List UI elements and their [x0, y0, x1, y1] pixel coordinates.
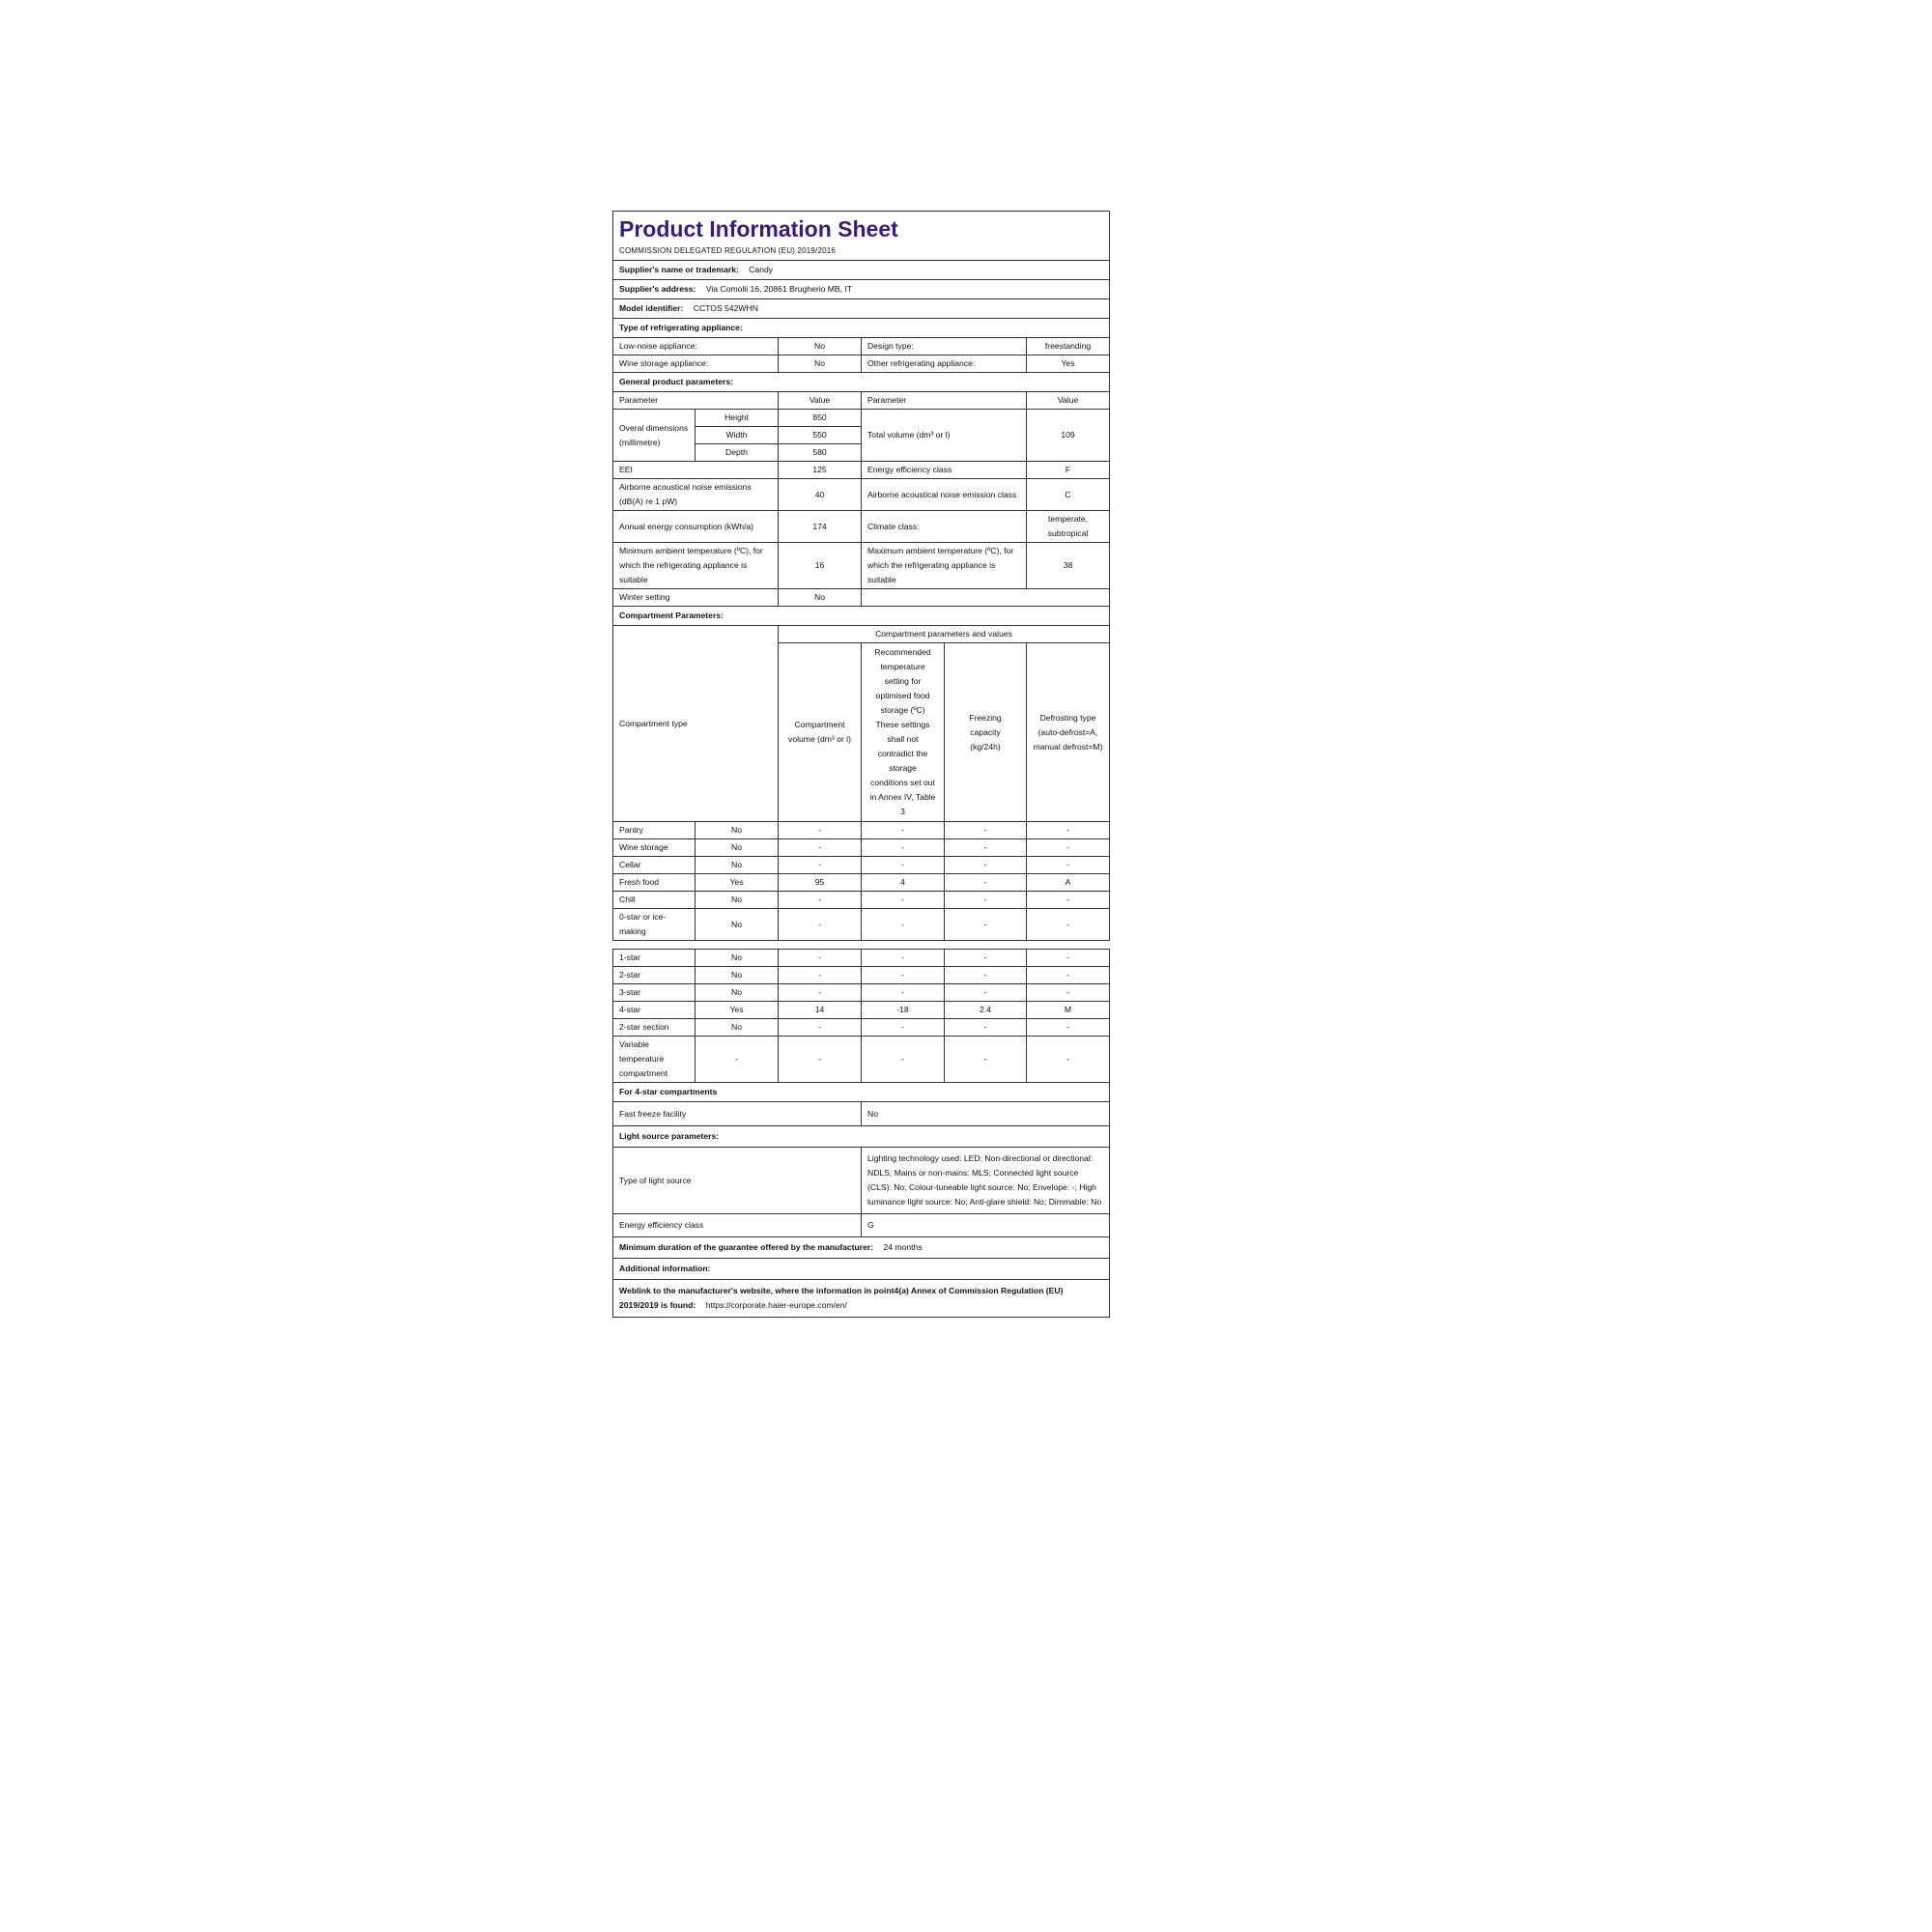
compartment-freezing-capacity: - [945, 1019, 1027, 1037]
guarantee-label: Minimum duration of the guarantee offered by the manufacturer: [619, 1242, 874, 1252]
fast-freeze-value: No [862, 1102, 1110, 1126]
compartment-defrost-type: - [1027, 1019, 1110, 1037]
height-label: Height [696, 410, 779, 427]
light-energy-class-value: G [862, 1214, 1110, 1237]
appliance-type-heading: Type of refrigerating appliance: [613, 319, 1110, 338]
design-type-value: freestanding [1027, 338, 1110, 355]
other-appliance-label: Other refrigerating appliance: [862, 355, 1027, 373]
compartment-volume: - [779, 857, 862, 874]
light-source-heading: Light source parameters: [613, 1126, 1110, 1148]
compartment-freezing-capacity: - [945, 984, 1027, 1002]
page-title: Product Information Sheet [619, 216, 898, 242]
compartment-row [613, 874, 1110, 892]
compartment-freezing-capacity: - [945, 1037, 1027, 1083]
compartment-defrost-type: A [1027, 874, 1110, 892]
compartment-row [613, 984, 1110, 1002]
compartment-temperature: - [862, 822, 945, 839]
min-temperature-value: 16 [779, 543, 862, 589]
wine-storage-label: Wine storage appliance: [613, 355, 779, 373]
defrosting-type-header: Defrosting type (auto-defrost=A, manual defrost=M) [1027, 643, 1110, 822]
supplier-address-label: Supplier's address: [619, 284, 696, 294]
depth-value: 580 [779, 444, 862, 462]
compartment-name: 0-star or ice-making [613, 909, 696, 941]
compartment-freezing-capacity: - [945, 909, 1027, 941]
compartment-volume: - [779, 967, 862, 984]
energy-class-label: Energy efficiency class [862, 462, 1027, 479]
compartment-row [613, 857, 1110, 874]
height-value: 850 [779, 410, 862, 427]
compartment-freezing-capacity: - [945, 822, 1027, 839]
compartment-present: No [696, 857, 779, 874]
width-label: Width [696, 427, 779, 444]
compartment-defrost-type: - [1027, 1037, 1110, 1083]
depth-label: Depth [696, 444, 779, 462]
compartment-name: 4-star [613, 1002, 696, 1019]
model-identifier-label: Model identifier: [619, 303, 684, 313]
total-volume-label: Total volume (dm³ or l) [862, 410, 1027, 462]
compartment-name: Wine storage [613, 839, 696, 857]
compartment-freezing-capacity: - [945, 839, 1027, 857]
low-noise-value: No [779, 338, 862, 355]
compartment-present: No [696, 967, 779, 984]
compartment-freezing-capacity: - [945, 967, 1027, 984]
winter-setting-label: Winter setting [613, 589, 779, 607]
weblink-label: Weblink to the manufacturer's website, where the information in point4(a) Annex of Commission Regulation (EU) 2019/2019 is found: [619, 1286, 1064, 1310]
compartment-name: 3-star [613, 984, 696, 1002]
compartment-defrost-type: M [1027, 1002, 1110, 1019]
additional-information-label: Additional information: [613, 1259, 1110, 1280]
noise-emissions-label: Airborne acoustical noise emissions (dB(A) re 1 pW) [613, 479, 779, 511]
compartment-row [613, 1037, 1110, 1083]
compartment-row [613, 1019, 1110, 1037]
light-source-type-label: Type of light source [613, 1148, 862, 1214]
compartment-row [613, 1002, 1110, 1019]
compartment-name: Cellar [613, 857, 696, 874]
annual-energy-value: 174 [779, 511, 862, 543]
compartment-name: 2-star section [613, 1019, 696, 1037]
compartment-freezing-capacity: - [945, 857, 1027, 874]
compartment-name: Variable temperature compartment [613, 1037, 696, 1083]
compartment-defrost-type: - [1027, 822, 1110, 839]
compartment-row [613, 892, 1110, 909]
compartment-present: No [696, 984, 779, 1002]
supplier-name-row [613, 261, 1110, 280]
compartment-freezing-capacity: - [945, 950, 1027, 967]
compartment-temperature: - [862, 892, 945, 909]
compartment-rows-b [613, 950, 1110, 1083]
noise-class-label: Airborne acoustical noise emission class [862, 479, 1027, 511]
parameter-header-left: Parameter [613, 392, 779, 410]
compartment-name: 2-star [613, 967, 696, 984]
eei-value: 125 [779, 462, 862, 479]
compartment-temperature: 4 [862, 874, 945, 892]
compartment-present: No [696, 1019, 779, 1037]
compartment-defrost-type: - [1027, 839, 1110, 857]
compartment-temperature: -18 [862, 1002, 945, 1019]
model-identifier-value: CCTOS 542WHN [693, 303, 758, 313]
compartment-present: No [696, 822, 779, 839]
fast-freeze-label: Fast freeze facility [613, 1102, 862, 1126]
supplier-name-label: Supplier's name or trademark: [619, 265, 739, 274]
compartment-temperature: - [862, 1019, 945, 1037]
compartment-volume: - [779, 822, 862, 839]
compartment-name: Fresh food [613, 874, 696, 892]
compartment-volume: - [779, 892, 862, 909]
compartment-row [613, 822, 1110, 839]
noise-class-value: C [1027, 479, 1110, 511]
climate-class-label: Climate class: [862, 511, 1027, 543]
compartment-defrost-type: - [1027, 857, 1110, 874]
compartment-present: - [696, 1037, 779, 1083]
compartment-temperature: - [862, 857, 945, 874]
compartment-type-header: Compartment type [613, 626, 779, 822]
compartment-defrost-type: - [1027, 967, 1110, 984]
secondary-table [612, 949, 1110, 1318]
section-gap [612, 941, 1109, 949]
max-temperature-value: 38 [1027, 543, 1110, 589]
compartment-row [613, 909, 1110, 941]
compartment-temperature: - [862, 839, 945, 857]
dimensions-label: Overal dimensions (millimetre) [613, 410, 696, 462]
guarantee-value: 24 months [883, 1242, 923, 1252]
weblink-url[interactable]: https://corporate.haier-europe.com/en/ [705, 1300, 847, 1310]
compartment-name: Chill [613, 892, 696, 909]
regulation-reference: COMMISSION DELEGATED REGULATION (EU) 2019/2016 [619, 246, 837, 255]
empty-cell [862, 589, 1110, 607]
compartment-freezing-capacity: 2.4 [945, 1002, 1027, 1019]
compartment-temperature: - [862, 950, 945, 967]
winter-setting-value: No [779, 589, 862, 607]
model-identifier-row [613, 299, 1110, 319]
value-header-left: Value [779, 392, 862, 410]
compartment-volume: 14 [779, 1002, 862, 1019]
light-source-type-value: Lighting technology used: LED; Non-directional or directional: NDLS; Mains or non-mains: MLS; Connected light source (CLS): No; Colour-tuneable light source: No; Envelope: -; High luminance light source: No; Anti-glare shield: No; Dimmable: No [862, 1148, 1110, 1214]
general-parameters-heading: General product parameters: [613, 373, 1110, 392]
min-temperature-label: Minimum ambient temperature (ºC), for which the refrigerating appliance is suitable [613, 543, 779, 589]
compartment-temperature: - [862, 984, 945, 1002]
light-energy-class-label: Energy efficiency class [613, 1214, 862, 1237]
climate-class-value: temperate, subtropical [1027, 511, 1110, 543]
main-table [612, 211, 1110, 941]
compartment-volume: - [779, 909, 862, 941]
weblink-row [613, 1280, 1110, 1318]
compartment-present: Yes [696, 874, 779, 892]
compartment-parameters-heading: Compartment Parameters: [613, 607, 1110, 626]
compartment-freezing-capacity: - [945, 892, 1027, 909]
product-information-sheet [612, 211, 1109, 1318]
compartment-defrost-type: - [1027, 909, 1110, 941]
compartment-volume-header: Compartment volume (dm³ or l) [779, 643, 862, 822]
supplier-address-row [613, 280, 1110, 299]
compartment-present: Yes [696, 1002, 779, 1019]
design-type-label: Design type: [862, 338, 1027, 355]
compartment-defrost-type: - [1027, 892, 1110, 909]
width-value: 550 [779, 427, 862, 444]
guarantee-row [613, 1237, 1110, 1259]
low-noise-label: Low-noise appliance: [613, 338, 779, 355]
compartment-defrost-type: - [1027, 950, 1110, 967]
compartment-temperature: - [862, 909, 945, 941]
compartment-name: 1-star [613, 950, 696, 967]
eei-label: EEI [613, 462, 779, 479]
supplier-name-value: Candy [749, 265, 774, 274]
supplier-address-value: Via Comolli 16, 20861 Brugherio MB, IT [705, 284, 853, 294]
compartment-present: No [696, 892, 779, 909]
compartment-rows-a [613, 822, 1110, 941]
compartment-row [613, 967, 1110, 984]
compartment-volume: 95 [779, 874, 862, 892]
energy-class-value: F [1027, 462, 1110, 479]
value-header-right: Value [1027, 392, 1110, 410]
compartment-temperature: - [862, 967, 945, 984]
recommended-temperature-header: Recommended temperature setting for optimised food storage (ºC) These settings shall not contradict the storage conditions set out in Annex IV, Table 3 [862, 643, 945, 822]
compartment-row [613, 950, 1110, 967]
compartment-present: No [696, 909, 779, 941]
compartment-volume: - [779, 1037, 862, 1083]
compartment-defrost-type: - [1027, 984, 1110, 1002]
parameter-header-right: Parameter [862, 392, 1027, 410]
four-star-heading: For 4-star compartments [613, 1083, 1110, 1102]
compartment-temperature: - [862, 1037, 945, 1083]
compartment-present: No [696, 839, 779, 857]
compartment-volume: - [779, 950, 862, 967]
max-temperature-label: Maximum ambient temperature (ºC), for which the refrigerating appliance is suitable [862, 543, 1027, 589]
compartment-group-header: Compartment parameters and values [779, 626, 1110, 643]
compartment-name: Pantry [613, 822, 696, 839]
noise-emissions-value: 40 [779, 479, 862, 511]
compartment-freezing-capacity: - [945, 874, 1027, 892]
other-appliance-value: Yes [1027, 355, 1110, 373]
total-volume-value: 109 [1027, 410, 1110, 462]
compartment-volume: - [779, 839, 862, 857]
compartment-row [613, 839, 1110, 857]
freezing-capacity-header: Freezing capacity (kg/24h) [945, 643, 1027, 822]
wine-storage-value: No [779, 355, 862, 373]
compartment-volume: - [779, 984, 862, 1002]
compartment-present: No [696, 950, 779, 967]
compartment-volume: - [779, 1019, 862, 1037]
annual-energy-label: Annual energy consumption (kWh/a) [613, 511, 779, 543]
